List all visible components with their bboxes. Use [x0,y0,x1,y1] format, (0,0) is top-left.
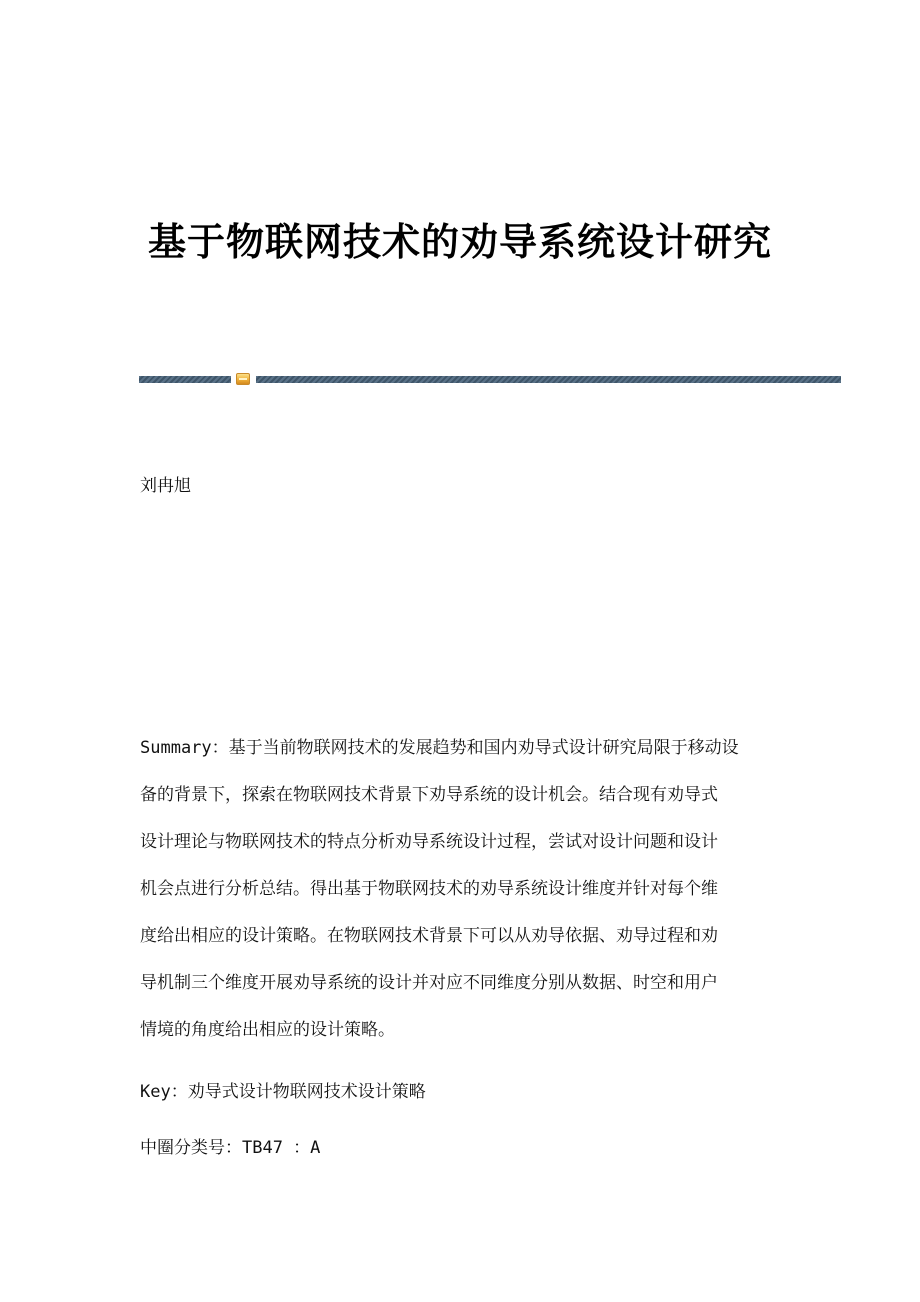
summary-paragraph [140,732,780,1061]
summary-line: 备的背景下，探索在物联网技术背景下劝导系统的设计机会。结合现有劝导式 [140,785,718,805]
divider-ornament-icon [236,373,250,385]
summary-line: 导机制三个维度开展劝导系统的设计并对应不同维度分别从数据、时空和用户 [140,973,718,993]
divider-bar-left [139,376,231,383]
summary-line [140,732,780,764]
divider-bar-right [256,376,841,383]
keywords-text: 劝导式设计物联网技术设计策略 [187,1082,426,1102]
keywords [140,1076,426,1108]
keywords-label: Key： [140,1082,188,1102]
classification-text: TB47 ：A [242,1138,321,1158]
classification-label: 中圈分类号： [140,1138,242,1158]
summary-line: 度给出相应的设计策略。在物联网技术背景下可以从劝导依据、劝导过程和劝 [140,926,718,946]
document-title: 基于物联网技术的劝导系统设计研究 [147,219,772,264]
summary-line: 情境的角度给出相应的设计策略。 [140,1020,395,1040]
summary-label: Summary： [140,738,229,758]
summary-line: 设计理论与物联网技术的特点分析劝导系统设计过程，尝试对设计问题和设计 [140,832,718,852]
summary-line: 机会点进行分析总结。得出基于物联网技术的劝导系统设计维度并针对每个维 [140,879,718,899]
author-name: 刘冉旭 [140,476,191,496]
classification-number [140,1132,320,1164]
title-divider [139,373,841,385]
summary-line-text: 基于当前物联网技术的发展趋势和国内劝导式设计研究局限于移动设 [228,738,739,758]
